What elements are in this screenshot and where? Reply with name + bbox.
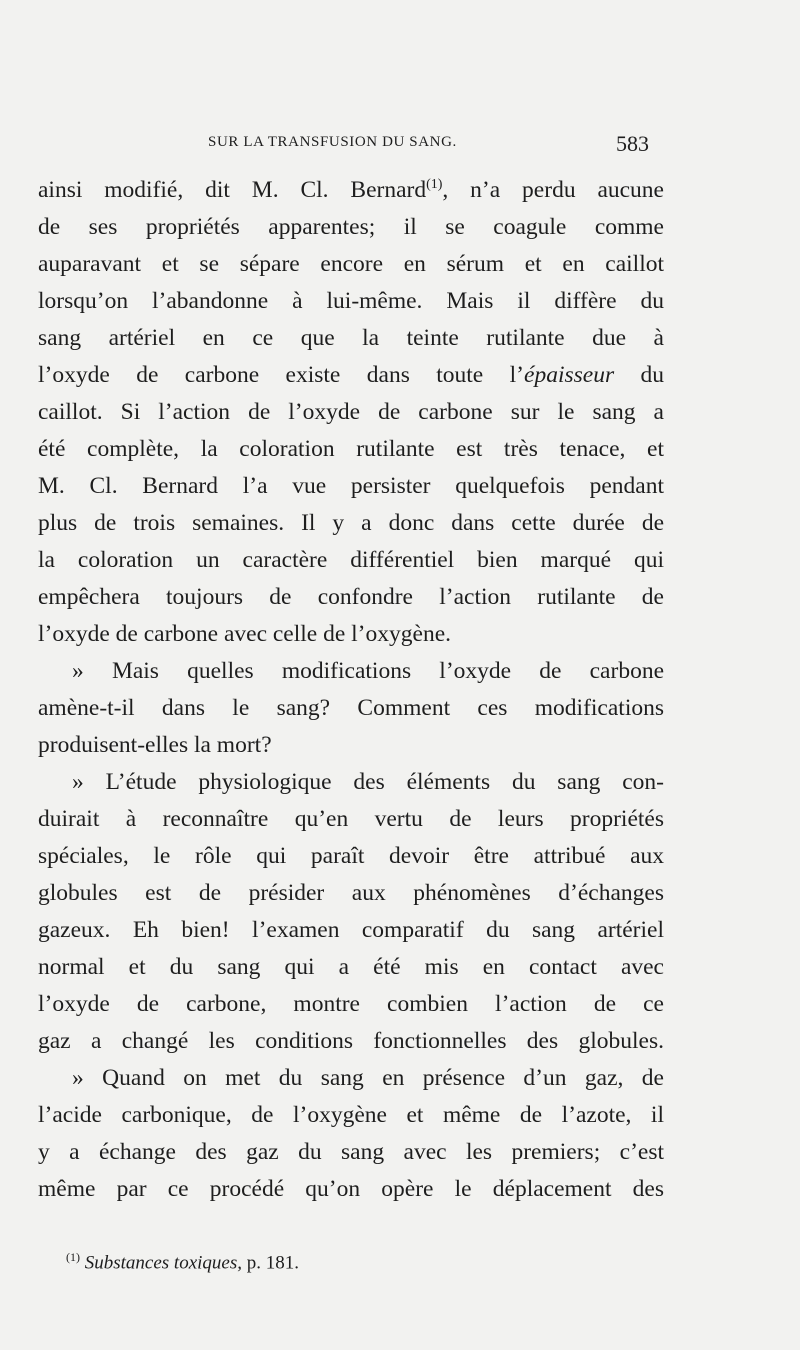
text-line: été complète, la coloration rutilante est très tenace, et [38,436,664,462]
text-line: lorsqu’on l’abandonne à lui-même. Mais il diffère du [38,288,664,314]
text-line: » Mais quelles modifications l’oxyde de carbone [72,658,664,684]
body-text [38,172,664,1208]
text-line: caillot. Si l’action de l’oxyde de carbone sur le sang a [38,399,664,425]
text-line: l’acide carbonique, de l’oxygène et même de l’azote, il [38,1102,664,1128]
text-line: l’oxyde de carbone avec celle de l’oxygène. [38,621,451,647]
text-line: M. Cl. Bernard l’a vue persister quelquefois pendant [38,473,664,499]
text-line: y a échange des gaz du sang avec les premiers; c’est [38,1139,664,1165]
text-line: » L’étude physiologique des éléments du sang con- [72,769,664,795]
running-title: SUR LA TRANSFUSION DU SANG. [208,134,457,150]
text-line: même par ce procédé qu’on opère le déplacement des [38,1176,664,1202]
text-line: produisent-elles la mort? [38,732,272,758]
text-line: la coloration un caractère différentiel bien marqué qui [38,547,664,573]
footnote-reference: (1) [426,177,443,193]
text-line: plus de trois semaines. Il y a donc dans cette durée de [38,510,664,536]
text-line: amène-t-il dans le sang? Comment ces modifications [38,695,664,721]
text-line: gazeux. Eh bien! l’examen comparatif du sang artériel [38,917,664,943]
page-number: 583 [616,131,649,156]
footnote-marker: (1) [66,1250,80,1264]
text-line: l’oxyde de carbone existe dans toute l’épaisseur du [38,362,664,388]
text-line: gaz a changé les conditions fonctionnelles des globules. [38,1028,664,1054]
text-line: duirait à reconnaître qu’en vertu de leurs propriétés [38,806,664,832]
text-line: spéciales, le rôle qui paraît devoir être attribué aux [38,843,664,869]
footnote-title: Substances toxiques, [84,1252,243,1274]
running-header [0,131,800,161]
text-line: empêchera toujours de confondre l’action rutilante de [38,584,664,610]
footnote [66,1250,299,1274]
text-line: de ses propriétés apparentes; il se coagule comme [38,214,664,240]
text-line: globules est de présider aux phénomènes d’échanges [38,880,664,906]
text-line: l’oxyde de carbone, montre combien l’action de ce [38,991,664,1017]
text-line: auparavant et se sépare encore en sérum et en caillot [38,251,664,277]
footnote-page-ref: p. 181. [242,1252,300,1274]
text-line: » Quand on met du sang en présence d’un gaz, de [72,1065,664,1091]
emphasis: épaisseur [524,362,615,388]
text-line: sang artériel en ce que la teinte rutilante due à [38,325,664,351]
text-line: normal et du sang qui a été mis en contact avec [38,954,664,980]
text-line: ainsi modifié, dit M. Cl. Bernard$^{(1)}$, n’a perdu aucune [38,177,664,203]
